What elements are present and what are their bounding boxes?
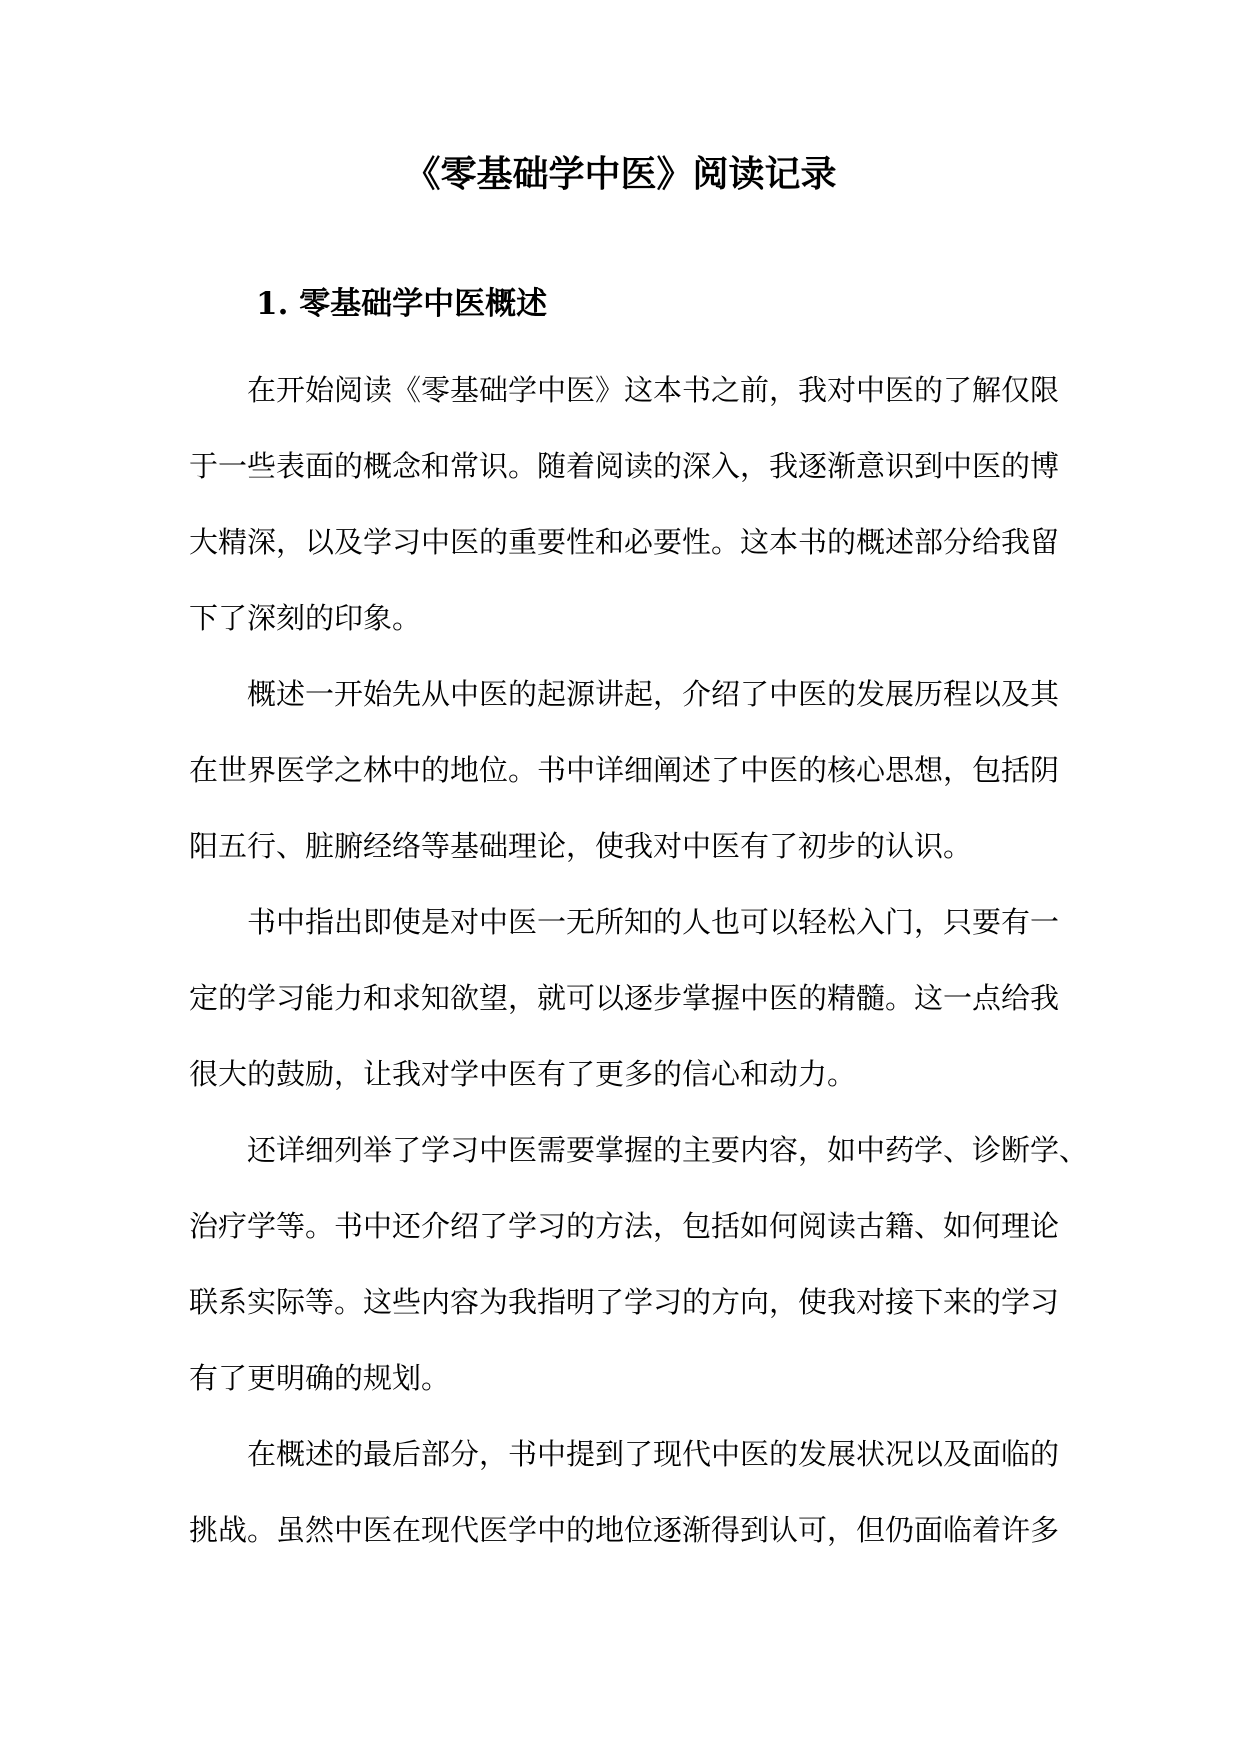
paragraph-line: 挑战。虽然中医在现代医学中的地位逐渐得到认可，但仍面临着许多 [189,1513,1060,1547]
paragraph-line: 治疗学等。书中还介绍了学习的方法，包括如何阅读古籍、如何理论 [189,1209,1060,1243]
paragraph-line: 在开始阅读《零基础学中医》这本书之前，我对中医的了解仅限 [247,373,1060,407]
section-heading: 1. 零基础学中医概述 [256,286,548,322]
paragraph [189,1112,1089,1416]
document-body [189,352,1089,1568]
paragraph [189,884,1058,1112]
paragraph-line: 书中指出即使是对中医一无所知的人也可以轻松入门，只要有一 [247,905,1060,939]
paragraph [189,1416,1058,1568]
paragraph-line: 还详细列举了学习中医需要掌握的主要内容，如中药学、诊断学、 [247,1133,1089,1167]
paragraph-line: 在概述的最后部分，书中提到了现代中医的发展状况以及面临的 [247,1437,1060,1471]
paragraph-line: 在世界医学之林中的地位。书中详细阐述了中医的核心思想，包括阴 [189,753,1060,787]
paragraph-line: 于一些表面的概念和常识。随着阅读的深入，我逐渐意识到中医的博 [189,449,1060,483]
paragraph-line: 下了深刻的印象。 [189,601,422,635]
paragraph-line: 联系实际等。这些内容为我指明了学习的方向，使我对接下来的学习 [189,1285,1060,1319]
paragraph-line: 定的学习能力和求知欲望，就可以逐步掌握中医的精髓。这一点给我 [189,981,1060,1015]
paragraph-line: 阳五行、脏腑经络等基础理论，使我对中医有了初步的认识。 [189,829,973,863]
paragraph [189,352,1058,656]
document-title: 《零基础学中医》阅读记录 [404,153,837,195]
paragraph [189,656,1058,884]
paragraph-line: 大精深，以及学习中医的重要性和必要性。这本书的概述部分给我留 [189,525,1060,559]
paragraph-line: 概述一开始先从中医的起源讲起，介绍了中医的发展历程以及其 [247,677,1060,711]
paragraph-line: 有了更明确的规划。 [189,1361,451,1395]
paragraph-line: 很大的鼓励，让我对学中医有了更多的信心和动力。 [189,1057,857,1091]
